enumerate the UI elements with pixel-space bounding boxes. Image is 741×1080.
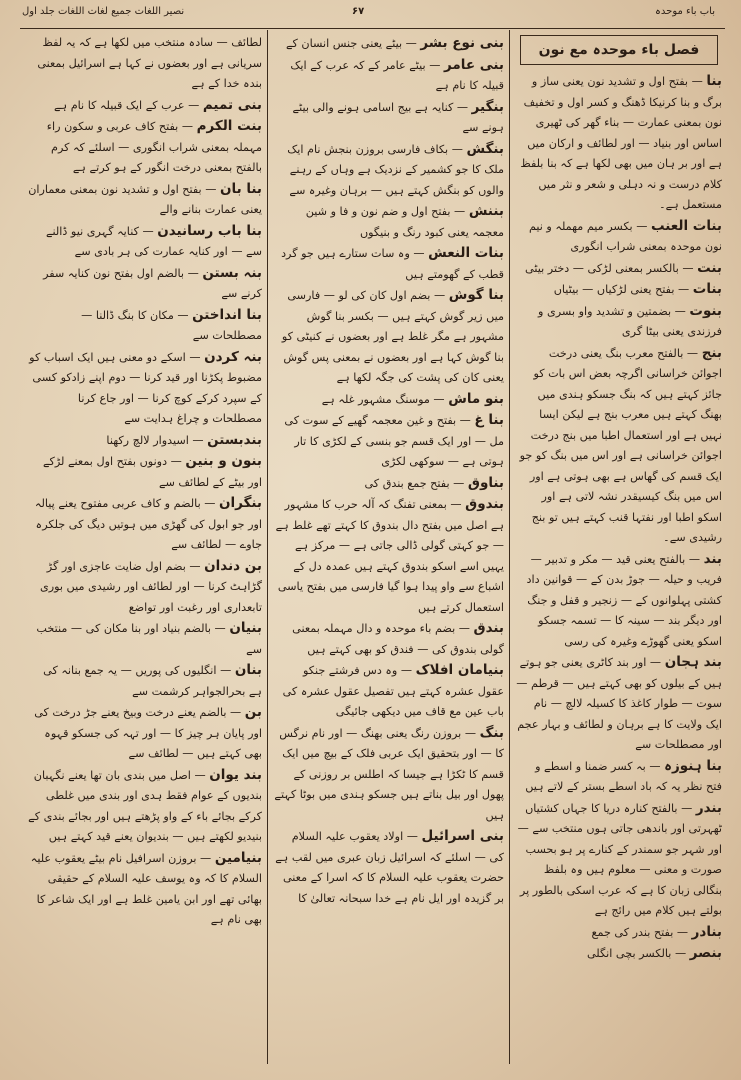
column-divider [267, 30, 268, 1064]
entry-headword: بناوق [467, 474, 504, 491]
entry-definition: بالضم بنیاد اور بنا مکان کی — منتخب سے [36, 622, 262, 656]
entry-headword: بنصر [689, 945, 722, 961]
entry-headword: بنہ کردن [204, 348, 262, 365]
column-right [512, 33, 726, 1062]
dictionary-entry: بنا ہنوزہ — بہ کسر ضمنا و اسطے و فتح نظر یہ کہ باد اسطے بستر کے لاتے ہیں [525, 757, 722, 793]
entry-definition: بالفتح کنارہ دریا کا جہاں کشتیاں ٹھہرتی اور باندھی جاتی ہوں منتخب سے — اور شہر جو سمندر کے کنارے پر ہو بحسب صورت و معنی — معلوم ہیں وہ بلفظ بنگالی زبان کا ہے کہ عرب اسکی بالطور پر بولتے ہیں کلام میں رائج ہے [517, 801, 722, 917]
entry-definition: بہ کسر ضمنا و اسطے و فتح نظر یہ کہ باد اسطے بستر کے لاتے ہیں [525, 759, 722, 793]
entry-headword: بند [703, 550, 722, 567]
entry-definition: بفتح کاف عربی و سکون راء مہملہ بمعنی شراب انگوری — اسلئے کہ کرم بالفتح بمعنی درخت انگور کے ہو کرتے ہے [46, 120, 262, 174]
page-header [0, 0, 741, 30]
dictionary-entry: بناوق — بفتح جمع بندق کی [364, 474, 504, 491]
entry-definition: بالضم و کاف عربی مفتوح یعنے پیالہ اور جو ابول کی گھڑی میں ہوتیں دیگ کی جلکرہ جاوے — لطائف سے [34, 497, 262, 551]
entry-headword: بنات [692, 281, 722, 297]
entry-headword: بن دندان [204, 557, 262, 574]
entry-headword: بنی نوع بشر [420, 35, 504, 51]
entry-definition: بالکسر بچی انگلی [586, 947, 672, 960]
entry-headword: بند یوان [209, 766, 262, 783]
entry-headword: بندوق [465, 496, 504, 512]
dictionary-entry: بنی اسرائیل — اولاد یعقوب علیہ السلام کی — اسلئے کہ اسرائیل زبان عبری میں لقب ہے حضرت یعقوب علیہ السلام کا کہ اسرا کے معنی بر گزیدہ اور ایل نام ہے خدا سبحانہ تعالیٰ کا [275, 828, 504, 905]
dictionary-entry: بنی نوع بشر — بیٹے یعنی جنس انسان کے [285, 35, 504, 51]
entry-headword: بنا انداختن [192, 306, 262, 323]
entry-definition: بفتح یعنی لڑکیاں — بیٹیاں [553, 283, 675, 296]
dictionary-entry: بنو ماش — موسنگ مشہور غلہ ہے [321, 390, 504, 407]
dictionary-entry: بنگ — بروزن رنگ یعنی بھنگ — اور نام نرگس کا — اور بتحقیق ایک عربی فلک کے بیچ میں ایک قسم کا ٹکڑا ہے جیسا کہ اطلس بر روزنی کے پھول اور بیل بناتے ہیں جسکو ہندی میں بوٹا کہتے ہیں [274, 724, 504, 822]
entry-definition: بروزن اسرافیل نام بیٹے یعقوب علیہ السلام کا کہ وہ یوسف علیہ السلام کے حقیقی بھائی تھے اور ابن یامین غلط ہے اور ایک شاعر کا بھی نام ہے [30, 851, 262, 926]
entry-definition: کنایہ ہے بیج اسامی ہونے والی بیٹے ہونے سے [292, 100, 504, 134]
dictionary-entry: بنا انداختن — مکان کا بنگ ڈالنا — مصطلحات سے [81, 306, 262, 342]
entry-headword: بند ہجان [664, 654, 722, 670]
entry-headword: بنان [234, 662, 262, 678]
dictionary-entry: بند یوان — اصل میں بندی بان تھا یعنے نگہبان بندیوں کے عوام فقط ہدی اور بندی میں غلطی کرکے بجائے باء کے واو پڑھتے ہیں اور بجائے بندی کے بنیدیو لکھتے ہیں — بندیوان یعنے قید کہتے ہیں [28, 766, 262, 843]
entry-definition: بروزن رنگ یعنی بھنگ — اور نام نرگس کا — اور بتحقیق ایک عربی فلک کے بیچ میں ایک قسم کا ٹکڑا ہے جیسا کہ اطلس بر روزنی کے پھول اور بیل بناتے ہیں جسکو ہندی میں بوٹا کہتے ہیں [274, 726, 504, 822]
entry-definition: بمعنی تفنگ کہ آلہ حرب کا مشہور ہے اصل میں بفتح دال بندوق کا کہتے تھے غلط ہے — جو کہتی گولی ڈالی جاتی ہے — مرکز ہے یہیں اسے اسکو بندوق کہتے ہیں عمدہ دل کے اشباع سے واو پیدا ہوا گیا فارسی میں بفتح یاسی استعمال کرتے ہیں [275, 498, 504, 614]
dictionary-entry: بنون و بنین — دونوں بفتح اول بمعنے لڑکے اور بیٹے کے لطائف سے [42, 453, 262, 489]
entry-definition: بفتح بندر کی جمع [591, 925, 674, 939]
entry-definition: اسیدوار لالچ رکھنا [106, 433, 189, 447]
entry-headword: بنہ بستن [202, 264, 262, 281]
entry-headword: بنی اسرائیل [421, 828, 504, 844]
dictionary-entry: بنا غ — بفتح و غین معجمہ گھیے کے سوت کی مل — اور ایک قسم جو بنسی کے لکڑی کا تار ہوتی ہے — سوکھی لکڑی [284, 412, 504, 468]
entry-definition: لطائف — سادہ منتخب میں لکھا ہے کہ یہ لفظ سریانی ہے اور بعضوں نے کہا ہے اسرائیل بمعنی بندہ خدا کے ہے [37, 36, 262, 90]
entry-headword: بنگیر [471, 98, 504, 115]
dictionary-entry: بننش — بفتح اول و ضم نون و فا و شین معجمہ یعنی کبود رنگ و بنیگوں [305, 203, 504, 239]
entry-headword: بنا بان [219, 180, 262, 197]
entry-definition: بالضم یعنے درخت وبیخ یعنے جڑ درخت کی اور پایان ہر چیز کا — اور تہہ کی جسکو قہوہ بھی کہتے ہیں — لطائف سے [34, 706, 262, 760]
entry-headword: بنا ہنوزہ [664, 757, 722, 774]
dictionary-entry: بنا باب رسانیدن — کنایہ گہری نیو ڈالنے سے — اور کنایہ عمارت کی ہر بادی سے [45, 222, 262, 258]
entry-definition: بیٹے عامر کے کہ عرب کے ایک قبیلہ کا نام ہے [290, 58, 504, 92]
entry-definition: مکان کا بنگ ڈالنا — مصطلحات سے [81, 308, 262, 342]
dictionary-entry: بنادر — بفتح بندر کی جمع [591, 923, 722, 940]
entry-definition: اور بند کاٹری یعنی جو ہوتے ہیں کے بیلوں کو بھی کہتے ہیں — قرطم — سوت — طوار کاغذ کا کسیلہ لالچ — نام ایک ولایت کا ہے برہان و لطائف و بہار عجم اور مصطلحات سے [516, 656, 722, 751]
entry-headword: بنا گوش [448, 287, 504, 303]
entry-headword: بنو ماش [448, 390, 504, 407]
dictionary-entry [28, 33, 262, 95]
dictionary-entry: بنا — بفتح اول و تشدید نون یعنی ساز و برگ و بنا کرنیکا ڈھنگ و کسر اول و تخفیف نون بمعنی عمارت — بناء گھر کی ٹھیری اساس اور بنیاد — اور لطائف و ارکان میں ہے اور بر ہان میں بھی لکھا ہے کہ بنا بلفظ کلام درست و نہ دہلی و شعر و نثر میں مستعمل ہے۔ [520, 73, 722, 211]
entry-definition: کنایہ گہری نیو ڈالنے سے — اور کنایہ عمارت کی ہر بادی سے [45, 224, 262, 258]
entry-headword: بندق [473, 620, 504, 636]
dictionary-entry: بنان — انگلیوں کی پوریں — یہ جمع بنانہ کی ہے بحرالجواہر کرشمت سے [43, 662, 262, 698]
entry-headword: بنون و بنین [185, 453, 262, 469]
dictionary-entry: بنیامین — بروزن اسرافیل نام بیٹے یعقوب علیہ السلام کا کہ وہ یوسف علیہ السلام کے حقیقی بھائی تھے اور ابن یامین غلط ہے اور ایک شاعر کا بھی نام ہے [30, 849, 262, 926]
dictionary-entry: بنی عامر — بیٹے عامر کے کہ عرب کے ایک قبیلہ کا نام ہے [290, 56, 504, 92]
header-right-title: باب باء موحدہ [655, 6, 715, 17]
dictionary-entry: بنہ کردن — اسکے دو معنی ہیں ایک اسباب کو مضبوط پکڑنا اور قید کرنا — دوم اپنے زادکو کسی کے سپرد کرکے کوچ کرنا — اور جاع کرنا مصطلحات و چراغ ہدایت سے [29, 348, 262, 425]
dictionary-entry: بنصر — بالکسر بچی انگلی [586, 945, 722, 961]
entry-definition: دونوں بفتح اول بمعنے لڑکے اور بیٹے کے لطائف سے [42, 455, 262, 489]
entry-headword: بنگران [219, 495, 262, 511]
dictionary-entry: بنہ بستن — بالضم اول بفتح نون کنایہ سفر کرنے سے [43, 264, 262, 300]
dictionary-entry: بن دندان — بضم اول ضایت عاجزی اور گڑ گڑاہٹ کرنا — اور لطائف اور رشیدی میں بوری تابعداری اور رغبت اور تواضع [39, 557, 262, 614]
dictionary-entry: بند — بالفتح یعنی قید — مکر و تدبیر — فریب و حیلہ — جوڑ بدن کے — قوانین داد کشتی پہلوانوں کے — زنجیر و قفل و جنگ اور دیگر بند — سینہ کا — تسمہ جسکو اسکو یعنی گھوڑے وغیرہ کی رسی [526, 550, 722, 648]
dictionary-entry: بنات العنب — بکسر میم مهملہ و نیم نون موحدہ بمعنی شراب انگوری [528, 217, 722, 253]
entry-definition: بالفتح یعنی قید — مکر و تدبیر — فریب و حیلہ — جوڑ بدن کے — قوانین داد کشتی پہلوانوں کے — زنجیر و قفل و جنگ اور دیگر بند — سینہ کا — تسمہ جسکو اسکو یعنی گھوڑے وغیرہ کی رسی [526, 552, 722, 648]
column-divider [509, 30, 510, 1064]
entry-definition: بفتح اول و تشدید نون یعنی ساز و برگ و بنا کرنیکا ڈھنگ و کسر اول و تخفیف نون بمعنی عمارت — بناء گھر کی ٹھیری اساس اور بنیاد — اور لطائف و ارکان میں ہے اور بر ہان میں بھی لکھا ہے کہ بنا بلفظ کلام درست و نہ دہلی و شعر و نثر میں مستعمل ہے۔ [520, 75, 722, 211]
entry-headword: بنیامین [214, 849, 262, 866]
dictionary-entry: بنت — بالکسر بمعنی لڑکی — دختر بیٹی [525, 259, 722, 276]
dictionary-entry: بنگیر — کنایہ ہے بیج اسامی ہونے والی بیٹے ہونے سے [292, 98, 504, 134]
dictionary-entry: بنیان — بالضم بنیاد اور بنا مکان کی — منتخب سے [36, 620, 262, 656]
entry-definition: اولاد یعقوب علیہ السلام کی — اسلئے کہ اسرائیل زبان عبری میں لقب ہے حضرت یعقوب علیہ السلام کا کہ اسرا کے معنی بر گزیدہ اور ایل نام ہے خدا سبحانہ تعالیٰ کا [275, 830, 504, 905]
dictionary-entry: بند ہجان — اور بند کاٹری یعنی جو ہوتے ہیں کے بیلوں کو بھی کہتے ہیں — قرطم — سوت — طوار کاغذ کا کسیلہ لالچ — نام ایک ولایت کا ہے برہان و لطائف و بہار عجم اور مصطلحات سے [516, 654, 722, 751]
entry-headword: بنیان [229, 620, 262, 636]
entry-definition: موسنگ مشہور غلہ ہے [321, 392, 430, 406]
entry-definition: بفتح اول و ضم نون و فا و شین معجمہ یعنی کبود رنگ و بنیگوں [305, 205, 504, 239]
entry-headword: بندر [695, 799, 722, 816]
entry-definition: بکسر میم مهملہ و نیم نون موحدہ بمعنی شراب انگوری [528, 219, 722, 253]
dictionary-entry: بنات — بفتح یعنی لڑکیاں — بیٹیاں [553, 281, 722, 297]
dictionary-entry: بنا بان — بفتح اول و تشدید نون بمعنی معماران یعنی عمارت بنانے والے [28, 180, 262, 216]
entry-headword: بنی عامر [444, 56, 504, 73]
entry-headword: بنگش [466, 140, 504, 157]
dictionary-entry: بندق — بضم باء موحدہ و دال مہملہ بمعنی گولی بندوق کی — فندق کو بھی کہتے ہیں [292, 620, 504, 656]
entry-definition: بضم باء موحدہ و دال مہملہ بمعنی گولی بندوق کی — فندق کو بھی کہتے ہیں [292, 622, 504, 656]
entry-definition: عرب کے ایک قبیلہ کا نام ہے [54, 98, 185, 112]
entry-headword: بن [244, 704, 262, 720]
entry-definition: بالضم اول بفتح نون کنایہ سفر کرنے سے [43, 266, 262, 300]
entry-definition: بضم اول ضایت عاجزی اور گڑ گڑاہٹ کرنا — اور لطائف اور رشیدی میں بوری تابعداری اور رغبت اور تواضع [39, 559, 262, 614]
entry-headword: بننش [468, 203, 504, 219]
entry-definition: انگلیوں کی پوریں — یہ جمع بنانہ کی ہے بحرالجواہر کرشمت سے [43, 664, 262, 698]
entry-definition: بیٹے یعنی جنس انسان کے [285, 37, 403, 50]
dictionary-entry: بنج — بالفتح معرب بنگ یعنی درخت اجوائن خراسانی اگرچہ بعض اس بات کو جائز کہتے ہیں کہ بنگ جسکو ہندی میں بھنگ کہتے ہیں معرب بنج ہے لیکن ایسا نہیں ہے اور استعمال اطبا میں بنج درخت اجوائن خراسانی ہے اور اس میں بنگ کو جو ایک قسم کی گھاس ہے بھی ہوتی ہے اور اس میں بنگ کیسیقدر نشہ لاتی ہے اور اسکو اطبا اور نفتہا قنب کہتے ہیں تو بنج رشیدی سے۔ [519, 344, 722, 544]
entry-definition: وہ سات ستارے ہیں جو گرد قطب کے گھومتے ہیں [281, 247, 504, 281]
entry-definition: بالکسر بمعنی لڑکی — دختر بیٹی [525, 261, 679, 275]
dictionary-entry: بندبستن — اسیدوار لالچ رکھنا [106, 431, 262, 448]
header-rule [20, 28, 725, 29]
entry-definition: بضم اول کان کی لو — فارسی میں زیر گوش کہتے ہیں — بکسر بنا گوش مشہور ہے مگر غلط ہے اور بعضوں نے کنیٹی کو بنا گوش کہا ہے اور بعضوں نے بمعنی پس گوش یعنی کان کی پشت کی جگہ لکھا ہے [281, 289, 504, 384]
entry-definition: بکاف فارسی بروزن بنجش نام ایک ملک کا جو کشمیر کے نزدیک ہے وہاں کے رہنے والوں کو بنگش کہتے ہیں — برہان وغیرہ سے [287, 142, 504, 197]
entry-definition: بفتح و غین معجمہ گھیے کے سوت کی مل — اور ایک قسم جو بنسی کے لکڑی کا تار ہوتی ہے — سوکھی لکڑی [284, 414, 504, 468]
entry-headword: بنج [701, 344, 722, 361]
dictionary-entry: بنا گوش — بضم اول کان کی لو — فارسی میں زیر گوش کہتے ہیں — بکسر بنا گوش مشہور ہے مگر غلط ہے اور بعضوں نے کنیٹی کو بنا گوش کہا ہے اور بعضوں نے بمعنی پس گوش یعنی کان کی پشت کی جگہ لکھا ہے [281, 287, 504, 384]
entry-definition: اسکے دو معنی ہیں ایک اسباب کو مضبوط پکڑنا اور قید کرنا — دوم اپنے زادکو کسی کے سپرد کرکے کوچ کرنا — اور جاع کرنا مصطلحات و چراغ ہدایت سے [29, 350, 262, 425]
dictionary-entry: بنوت — بضمتین و تشدید واو بسری و فرزندی یعنی بیٹا گری [538, 302, 722, 338]
dictionary-entry: بندوق — بمعنی تفنگ کہ آلہ حرب کا مشہور ہے اصل میں بفتح دال بندوق کا کہتے تھے غلط ہے — جو کہتی گولی ڈالی جاتی ہے — مرکز ہے یہیں اسے اسکو بندوق کہتے ہیں عمدہ دل کے اشباع سے واو پیدا ہوا گیا فارسی میں بفتح یاسی استعمال کرتے ہیں [275, 496, 504, 614]
dictionary-entry: بندر — بالفتح کنارہ دریا کا جہاں کشتیاں ٹھہرتی اور باندھی جاتی ہوں منتخب سے — اور شہر جو سمندر کے کنارے پر ہو بحسب صورت و معنی — معلوم ہیں وہ بلفظ بنگالی زبان کا ہے کہ عرب اسکی بالطور پر بولتے ہیں کلام میں رائج ہے [517, 799, 722, 917]
entry-headword: بنات النعش [428, 245, 504, 261]
entry-headword: بنا غ [474, 412, 504, 428]
column-left [24, 33, 266, 1062]
entry-headword: بنت [697, 259, 722, 276]
entry-headword: بنادر [691, 923, 722, 940]
page-number: ۶۷ [352, 6, 365, 17]
entry-headword: بنا باب رسانیدن [157, 222, 262, 239]
entry-definition: وہ دس فرشتے جنکو عقول عشرہ کہتے ہیں تفصیل عقول عشرہ کی باب عین مع قاف میں دیکھی جائیگی [282, 664, 504, 718]
entry-headword: بنگ [479, 724, 504, 741]
entry-headword: بنی تمیم [202, 96, 262, 113]
header-left-title: نصیر اللغات جمیع لغات اللغات جلد اول [22, 6, 185, 17]
entry-definition: بفتح جمع بندق کی [364, 476, 450, 490]
dictionary-entry: بنات النعش — وہ سات ستارے ہیں جو گرد قطب کے گھومتے ہیں [281, 245, 504, 281]
entry-headword: بنات العنب [650, 217, 722, 234]
entry-headword: بنا [706, 73, 722, 89]
entry-definition: بضمتین و تشدید واو بسری و فرزندی یعنی بیٹا گری [538, 304, 722, 338]
entry-headword: بندبستن [207, 431, 262, 448]
dictionary-entry: بن — بالضم یعنے درخت وبیخ یعنے جڑ درخت کی اور پایان ہر چیز کا — اور تہہ کی جسکو قہوہ بھی کہتے ہیں — لطائف سے [34, 704, 262, 760]
dictionary-entry: بنگش — بکاف فارسی بروزن بنجش نام ایک ملک کا جو کشمیر کے نزدیک ہے وہاں کے رہنے والوں کو بنگش کہتے ہیں — برہان وغیرہ سے [287, 140, 504, 197]
section-title: فصل باء موحدہ مع نون [520, 35, 718, 65]
dictionary-entry: بنگران — بالضم و کاف عربی مفتوح یعنے پیالہ اور جو ابول کی گھڑی میں ہوتیں دیگ کی جلکرہ جاوے — لطائف سے [34, 495, 262, 551]
entry-headword: بنیامان افلاک [415, 662, 504, 678]
entry-definition: بفتح اول و تشدید نون بمعنی معماران یعنی عمارت بنانے والے [28, 182, 262, 216]
dictionary-entry: بنیامان افلاک — وہ دس فرشتے جنکو عقول عشرہ کہتے ہیں تفصیل عقول عشرہ کی باب عین مع قاف میں دیکھی جائیگی [282, 662, 504, 718]
entry-headword: بنت الکرم [196, 118, 262, 134]
dictionary-entry: بنت الکرم — بفتح کاف عربی و سکون راء مہملہ بمعنی شراب انگوری — اسلئے کہ کرم بالفتح بمعنی درخت انگور کے ہو کرتے ہے [46, 118, 262, 174]
dictionary-entry: بنی تمیم — عرب کے ایک قبیلہ کا نام ہے [54, 96, 262, 113]
column-middle [270, 33, 508, 1062]
entry-definition: اصل میں بندی بان تھا یعنے نگہبان بندیوں کے عوام فقط ہدی اور بندی میں غلطی کرکے بجائے باء کے واو پڑھتے ہیں اور بجائے بندی کے بنیدیو لکھتے ہیں — بندیوان یعنے قید کہتے ہیں [28, 768, 262, 843]
entry-headword: بنوت [689, 302, 722, 319]
entry-definition: بالفتح معرب بنگ یعنی درخت اجوائن خراسانی اگرچہ بعض اس بات کو جائز کہتے ہیں کہ بنگ جسکو ہندی میں بھنگ کہتے ہیں معرب بنج ہے لیکن ایسا نہیں ہے اور استعمال اطبا میں بنج درخت اجوائن خراسانی ہے اور اس میں بنگ کو جو ایک قسم کی گھاس ہے بھی ہوتی ہے اور اس میں بنگ کیسیقدر نشہ لاتی ہے اور اسکو اطبا اور نفتہا قنب کہتے ہیں تو بنج رشیدی سے۔ [519, 346, 722, 544]
